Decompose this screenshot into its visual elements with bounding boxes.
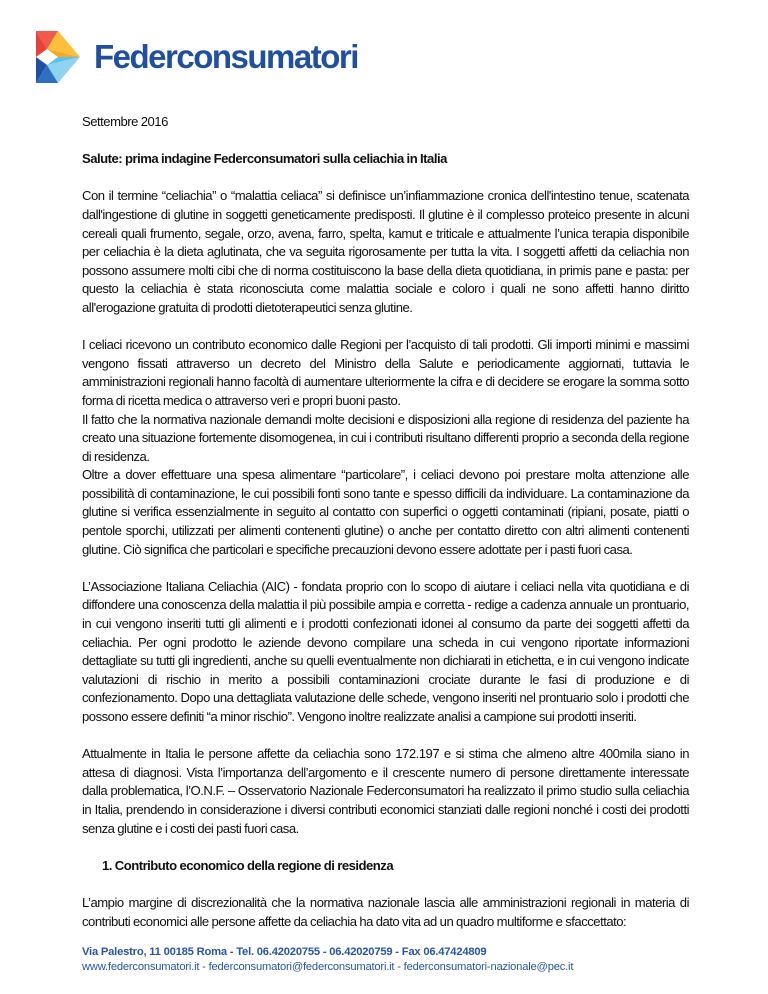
logo-text: Federconsumatori [94, 38, 358, 75]
footer-contacts: www.federconsumatori.it - federconsumatori@federconsumatori.it - federconsumatori-nazionale@pec.it [82, 961, 574, 974]
document-title: Salute: prima indagine Federconsumatori sulla celiachia in Italia [82, 151, 447, 167]
paragraph-contributo: I celiaci ricevono un contributo economico dalle Regioni per l’acquisto di tali prodotti. Gli importi minimi e massimi vengono fissati attraverso un decreto del Ministro della Salute e periodicamente aggiornati, tuttavia le amministrazioni regionali hanno facoltà di aumentare ulteriormente la cifra e di decidere se erogare la somma sotto forma di ricetta medica o attraverso veri e propri buoni pasto. [82, 337, 689, 408]
federconsumatori-logo [36, 31, 768, 83]
paragraph-normativa: Il fatto che la normativa nazionale demandi molte decisioni e disposizioni alla regione di residenza del paziente ha creato una situazione fortemente disomogenea, in cui i contributi risultano differenti proprio a seconda della regione di residenza. [82, 411, 689, 464]
section-heading: 1. Contributo economico della regione di residenza [102, 857, 394, 873]
section-paragraph: L’ampio margine di discrezionalità che la normativa nazionale lascia alle amministrazioni regionali in materia di contributi economici alle persone affette da celiachia ha dato vita ad un quadro multiforme e sfaccettato: [82, 894, 689, 929]
paragraph-contaminazione: Oltre a dover effettuare una spesa alimentare “particolare”, i celiaci devono poi prestare molta attenzione alle possibilità di contaminazione, le cui possibili fonti sono tante e spesso difficili da individuare. La contaminazione da glutine si verifica essenzialmente in seguito al contatto con superfici o oggetti contaminati (ripiani, posate, piatti o pentole sporchi, utilizzati per alimenti contenenti glutine) o anche per contatto diretto con altri alimenti contenenti glutine. Ciò significa che particolari e specifiche precauzioni devono essere adottate per i pasti fuori casa. [82, 467, 689, 557]
paragraph-statistiche: Attualmente in Italia le persone affette da celiachia sono 172.197 e si stima che almeno altre 400mila siano in attesa di diagnosi. Vista l’importanza dell’argomento e il crescente numero di persone direttamente interessate dalla problematica, l’O.N.F. – Osservatorio Nazionale Federconsumatori ha realizzato il primo studio sulla celiachia in Italia, prendendo in considerazione i diversi contributi economici stanziati dalle regioni nonché i costi dei prodotti senza glutine e i costi dei pasti fuori casa. [82, 746, 689, 836]
footer-address: Via Palestro, 11 00185 Roma - Tel. 06.42020755 - 06.42020759 - Fax 06.47424809 [82, 946, 487, 959]
document-body [82, 113, 689, 931]
footer [82, 945, 768, 985]
paragraph-aic: L’Associazione Italiana Celiachia (AIC) - fondata proprio con lo scopo di aiutare i celiaci nella vita quotidiana e di diffondere una conoscenza della malattia il più possibile ampia e corretta - redige a cadenza annuale un prontuario, in cui vengono inseriti tutti gli alimenti e i prodotti confezionati idonei al consumo da parte dei soggetti affetti da celiachia. Per ogni prodotto le aziende devono compilare una scheda in cui vengono riportate informazioni dettagliate su tutti gli ingredienti, anche su quelli eventualmente non dichiarati in etichetta, e in cui vengono indicate valutazioni di rischio in merito a possibili contaminazioni crociate durante le fasi di produzione e di confezionamento. Dopo una dettagliata valutazione delle schede, vengono inseriti nel prontuario solo i prodotti che possono essere definiti “a minor rischio”. Vengono inoltre realizzate analisi a campione sui prodotti inseriti. [82, 578, 689, 724]
logo-mark-icon [36, 31, 80, 83]
paragraph-intro: Con il termine “celiachia” o “malattia celiaca” si definisce un’infiammazione cronica dell'intestino tenue, scatenata dall'ingestione di glutine in soggetti geneticamente predisposti. Il glutine è il complesso proteico presente in alcuni cereali quali frumento, segale, orzo, avena, farro, spelta, kamut e triticale e attualmente l’unica terapia disponibile per celiachia è la dieta aglutinata, che va seguita rigorosamente per tutta la vita. I soggetti affetti da celiachia non possono assumere molti cibi che di norma costituiscono la base della dieta quotidiana, in primis pane e pasta: per questo la celiachia è stata riconosciuta come malattia sociale e coloro i quali ne sono affetti hanno diritto all'erogazione gratuita di prodotti dietoterapeutici senza glutine. [82, 188, 689, 315]
document-date: Settembre 2016 [82, 114, 168, 129]
